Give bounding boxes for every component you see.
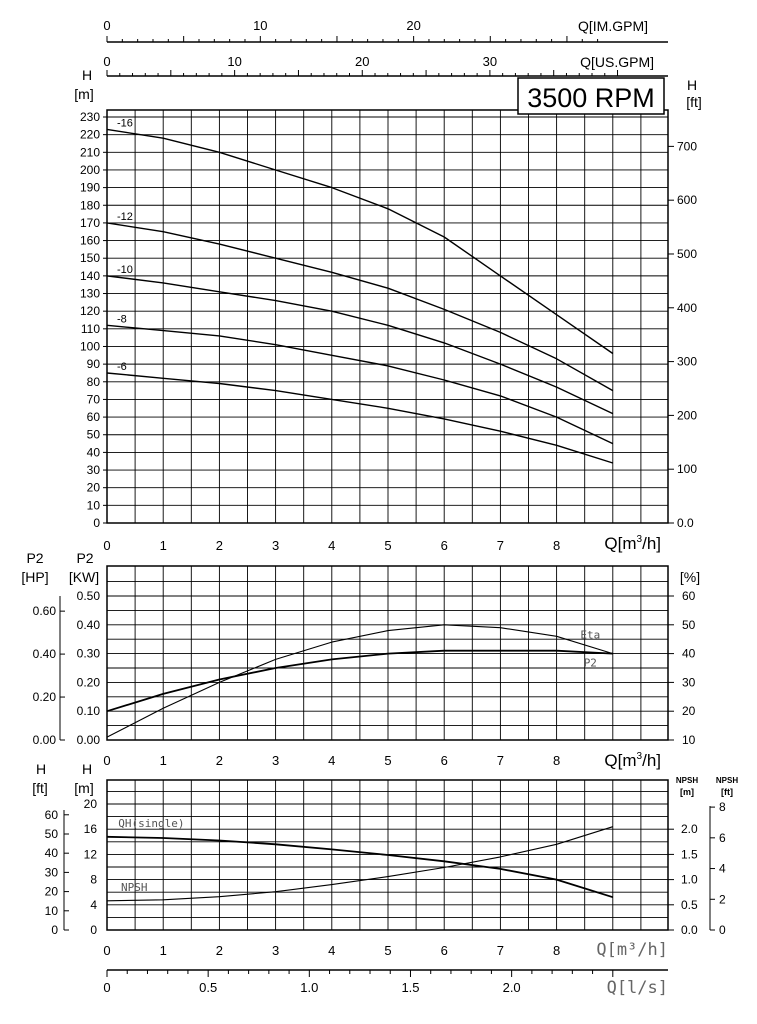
panel3-xtick-label: 6: [440, 943, 448, 958]
panel3-npsh-ft-tick-label: 6: [719, 830, 726, 845]
panel3-m-tick-label: 0: [90, 923, 97, 937]
panel1-xtick-label: 5: [384, 538, 392, 553]
p2-xlabel: $Q[m^3/h]$: [604, 751, 661, 770]
panel3-xtick-label: 1: [159, 943, 167, 958]
top-axis-im-tick-label: 10: [253, 18, 268, 33]
p2-ylabel-hp-top: P2: [26, 550, 44, 566]
p3-ylabel-ft-top: H: [35, 761, 47, 777]
panel3-ft-tick-label: 10: [44, 903, 58, 918]
panel1-xtick-label: 6: [440, 538, 448, 553]
panel3-npsh-ft-tick-label: 4: [719, 861, 726, 876]
panel3-m-tick-label: 4: [90, 897, 97, 912]
p2-ylabel-kw-unit: [KW]: [68, 569, 100, 585]
panel1-xtick-label: 4: [328, 538, 336, 553]
panel1-ytick-label: 80: [86, 374, 100, 389]
panel2-hp-tick-label: 0.60: [32, 604, 56, 619]
p2-ylabel-hp-unit: [HP]: [21, 569, 49, 585]
panel1-ytick-label: 60: [86, 410, 100, 425]
panel3-xtick-label: 4: [328, 943, 336, 958]
p3-npsh-m-unit: [m]: [680, 787, 694, 797]
panel1-ytick-label: 190: [79, 180, 100, 195]
ls-axis-tick-label: 2.0: [502, 980, 521, 995]
p3-xlabel-ls: Q[l/s]: [606, 978, 668, 998]
panel1-right-tick-label: 600: [677, 193, 698, 208]
panel1-xtick-label: 2: [215, 538, 224, 553]
panel3-ft-tick-label: 0: [51, 923, 58, 937]
p1-ylabel-right-unit: [ft]: [686, 94, 702, 110]
panel1-ytick-label: 210: [79, 145, 100, 160]
panel2-hp-tick-label: 0.00: [32, 733, 56, 747]
panel3-npsh-label: NPSH: [121, 880, 148, 894]
panel1-ytick-label: 40: [86, 445, 100, 460]
panel2-xtick-label: 1: [159, 753, 167, 768]
panel3-npsh-m-tick-label: 2.0: [681, 822, 698, 837]
panel2-kw-tick-label: 0.10: [76, 704, 100, 719]
panel1-ytick-label: 170: [79, 215, 100, 230]
panel3-xtick-label: 3: [271, 943, 280, 958]
panel2-xtick-label: 7: [496, 753, 505, 768]
panel1-xtick-label: 3: [271, 538, 280, 553]
panel1-ytick-label: 120: [79, 304, 100, 319]
ls-axis-tick-label: 0: [103, 980, 111, 995]
panel1-ytick-label: 50: [86, 427, 100, 442]
panel3-xtick-label: 7: [496, 943, 505, 958]
panel2-xtick-label: 8: [552, 753, 561, 768]
panel3-npsh-m-tick-label: 1.0: [681, 872, 698, 887]
panel2-hp-tick-label: 0.20: [32, 690, 56, 705]
p2-ylabel-kw-top: P2: [76, 550, 94, 566]
p1-ylabel-left-unit: [m]: [74, 86, 94, 102]
panel1-ytick-label: 220: [79, 127, 100, 142]
panel1-xtick-label: 7: [496, 538, 505, 553]
panel1-xtick-label: 8: [552, 538, 561, 553]
p3-npsh-ft-unit: [ft]: [721, 787, 733, 797]
panel2-xtick-label: 5: [384, 753, 392, 768]
panel2-pct-tick-label: 40: [682, 646, 696, 661]
top-axis-im-tick-label: 0: [103, 18, 111, 33]
top-axis-us-tick-label: 0: [103, 54, 111, 69]
panel2-pct-tick-label: 20: [682, 704, 696, 719]
panel2-xtick-label: 2: [215, 753, 224, 768]
panel1-ytick-label: 90: [86, 357, 100, 372]
panel1-xtick-label: 1: [159, 538, 167, 553]
panel1-ytick-label: 140: [79, 268, 100, 283]
panel3-m-tick-label: 8: [90, 872, 97, 887]
panel3-ft-tick-label: 30: [44, 865, 58, 880]
panel2-eta-label: Eta: [580, 628, 601, 642]
panel1-curve-label: -6: [117, 360, 127, 373]
ls-axis-tick-label: 1.0: [300, 980, 319, 995]
panel2-pct-tick-label: 50: [682, 617, 696, 632]
panel3-npsh-ft-tick-label: 8: [719, 800, 726, 815]
top-axis-us-tick-label: 20: [355, 54, 370, 69]
panel1-ytick-label: 20: [86, 480, 100, 495]
panel3-xtick-label: 5: [384, 943, 392, 958]
panel2-xtick-label: 4: [328, 753, 336, 768]
panel3-npsh-m-tick-label: 0.0: [681, 923, 698, 937]
panel3-ft-tick-label: 40: [44, 846, 58, 861]
text-layer: [21, 18, 738, 998]
panel1-right-tick-label: 400: [677, 300, 698, 315]
panel3-m-tick-label: 12: [83, 847, 97, 862]
panel1-xtick-label: 0: [103, 538, 111, 553]
panel2-kw-tick-label: 0.30: [76, 646, 100, 661]
panel3-ft-tick-label: 60: [44, 807, 58, 822]
top-axis-us-tick-label: 30: [482, 54, 498, 69]
ls-axis-tick-label: 1.5: [401, 980, 420, 995]
panel1-curve-label: -12: [117, 210, 133, 223]
panel2-kw-tick-label: 0.00: [76, 733, 100, 747]
p3-ylabel-m-unit: [m]: [74, 780, 94, 796]
panel1-ytick-label: 0: [93, 516, 100, 530]
panel1-ytick-label: 110: [80, 321, 100, 336]
panel1-right-tick-label: 500: [677, 246, 698, 261]
top-axis-us-label: Q[US.GPM]: [580, 54, 654, 70]
panel1-ytick-label: 30: [86, 463, 100, 478]
panel1-right-tick-label: 300: [677, 354, 698, 369]
ls-axis-tick-label: 0.5: [199, 980, 218, 995]
panel1-curve-label: -10: [117, 263, 133, 276]
panel1-ytick-label: 200: [79, 162, 100, 177]
panel1-ytick-label: 100: [79, 339, 100, 354]
p3-xlabel-m3h: Q[m³/h]: [596, 940, 668, 960]
panel2-xtick-label: 0: [103, 753, 111, 768]
p3-npsh-m-top: NPSH: [675, 776, 699, 785]
panel1-ytick-label: 230: [79, 110, 100, 124]
panel1-ytick-label: 10: [86, 498, 100, 513]
panel1-right-tick-label: 0.0: [677, 516, 694, 530]
panel2-hp-tick-label: 0.40: [32, 647, 56, 662]
panel2-pct-tick-label: 30: [682, 675, 696, 690]
panel2-kw-tick-label: 0.40: [76, 617, 100, 632]
panel3-xtick-label: 0: [103, 943, 111, 958]
panel3-qh-label: QH(single): [118, 816, 185, 830]
panel3-xtick-label: 2: [215, 943, 224, 958]
top-axis-us-tick-label: 10: [227, 54, 242, 69]
panel3-m-tick-label: 16: [83, 822, 97, 837]
panel3-npsh-m-tick-label: 1.5: [681, 847, 698, 862]
p3-npsh-ft-top: NPSH: [715, 776, 739, 785]
panel1-curve-label: -8: [117, 313, 127, 326]
panel1-ytick-label: 180: [79, 198, 100, 213]
panel3-npsh-ft-tick-label: 2: [719, 892, 726, 907]
panel2-xtick-label: 6: [440, 753, 448, 768]
panel1-ytick-label: 70: [86, 392, 100, 407]
panel2-kw-tick-label: 0.20: [76, 675, 100, 690]
panel3-ft-tick-label: 50: [44, 826, 58, 841]
panel1-ytick-label: 150: [79, 251, 100, 266]
axes-layer: [60, 36, 715, 977]
panel2-pct-tick-label: 10: [682, 733, 696, 747]
p1-ylabel-right-top: H: [686, 77, 698, 93]
panel1-ytick-label: 160: [79, 233, 100, 248]
panel3-m-tick-label: 20: [83, 797, 97, 811]
panel2-kw-tick-label: 0.50: [76, 589, 100, 603]
p2-ylabel-right-unit: [%]: [679, 569, 701, 585]
rpm-label: 3500 RPM: [527, 83, 655, 113]
panel1-right-tick-label: 100: [677, 462, 698, 477]
panel3-npsh-m-tick-label: 0.5: [681, 897, 698, 912]
grid-layer: [107, 110, 668, 930]
panel3-ft-tick-label: 20: [44, 884, 58, 899]
p3-ylabel-m-top: H: [81, 761, 93, 777]
panel1-right-tick-label: 700: [677, 139, 698, 154]
p3-ylabel-ft-unit: [ft]: [32, 780, 48, 796]
panel1-curve-label: -16: [117, 117, 133, 130]
panel2-p2-label: P2: [583, 656, 597, 670]
panel1-right-tick-label: 200: [677, 408, 698, 423]
p1-xlabel: $Q[m^3/h]$: [604, 534, 661, 553]
panel3-npsh-ft-tick-label: 0: [719, 923, 726, 937]
top-axis-im-label: Q[IM.GPM]: [578, 18, 648, 34]
panel2-pct-tick-label: 60: [682, 589, 696, 603]
top-axis-im-tick-label: 20: [406, 18, 421, 33]
panel3-xtick-label: 8: [552, 943, 561, 958]
panel1-ytick-label: 130: [79, 286, 100, 301]
panel2-xtick-label: 3: [271, 753, 280, 768]
p1-ylabel-left-top: H: [81, 67, 93, 83]
